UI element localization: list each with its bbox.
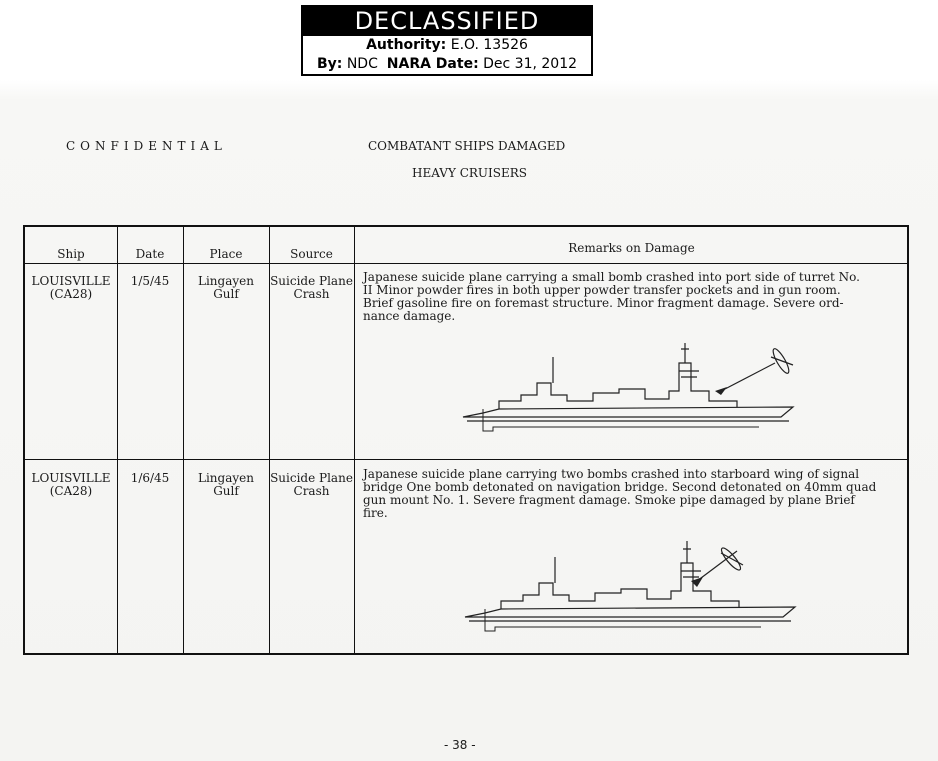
row2-source-cell xyxy=(269,472,354,498)
column-divider xyxy=(354,227,355,653)
column-header-place: Place xyxy=(209,247,243,261)
damage-table xyxy=(23,225,909,655)
stamp-by-label: By: xyxy=(316,56,343,72)
row-divider xyxy=(25,263,907,264)
row2-remarks-line: fire. xyxy=(363,506,388,520)
stamp-authority-label: Authority: xyxy=(366,37,447,53)
column-header-remarks: Remarks on Damage xyxy=(568,241,695,255)
row1-source-cell xyxy=(269,275,354,301)
column-divider xyxy=(117,227,118,653)
row2-place-line1: Lingayen xyxy=(198,471,254,485)
declassified-stamp xyxy=(301,5,593,76)
impact-point-icon xyxy=(715,387,727,395)
stamp-by-line xyxy=(303,55,591,74)
classification-label: CONFIDENTIAL xyxy=(66,139,227,153)
row1-remarks-line: Brief gasoline fire on foremast structure. Minor fragment damage. Severe ord- xyxy=(363,296,844,310)
row1-hull-number: (CA28) xyxy=(49,287,93,301)
row1-remarks xyxy=(363,271,903,323)
stamp-heading: DECLASSIFIED xyxy=(303,7,591,36)
row1-date: 1/5/45 xyxy=(130,274,170,288)
stamp-by-value: NDC xyxy=(346,56,378,72)
row1-place-cell xyxy=(183,275,269,301)
row1-ship-name: LOUISVILLE xyxy=(31,274,111,288)
row1-place-line1: Lingayen xyxy=(198,274,254,288)
row1-remarks-line: Japanese suicide plane carrying a small bomb crashed into port side of turret No. xyxy=(363,270,860,284)
row1-source-line1: Suicide Plane xyxy=(270,274,353,288)
row1-source-line2: Crash xyxy=(293,287,330,301)
row1-place-line2: Gulf xyxy=(213,287,239,301)
row2-remarks xyxy=(363,468,903,520)
page-title: COMBATANT SHIPS DAMAGED xyxy=(368,139,566,153)
page-number: - 38 - xyxy=(444,738,476,752)
row2-ship-name: LOUISVILLE xyxy=(31,471,111,485)
row2-date: 1/6/45 xyxy=(130,471,170,485)
stamp-authority-line xyxy=(303,36,591,55)
row2-ship-cell xyxy=(25,472,117,498)
row2-place-cell xyxy=(183,472,269,498)
row2-remarks-line: Japanese suicide plane carrying two bombs crashed into starboard wing of signal xyxy=(363,467,860,481)
row2-place-line2: Gulf xyxy=(213,484,239,498)
row2-source-line2: Crash xyxy=(293,484,330,498)
row1-remarks-line: nance damage. xyxy=(363,309,456,323)
column-header-ship: Ship xyxy=(57,247,85,261)
ship-damage-diagram xyxy=(461,541,801,641)
row2-remarks-line: bridge One bomb detonated on navigation bridge. Second detonated on 40mm quad xyxy=(363,480,877,494)
hull-outline xyxy=(463,407,793,417)
ship-damage-diagram xyxy=(459,343,799,443)
row2-hull-number: (CA28) xyxy=(49,484,93,498)
stamp-date-value: Dec 31, 2012 xyxy=(483,56,578,72)
page-subtitle: HEAVY CRUISERS xyxy=(412,166,528,180)
stamp-authority-value: E.O. 13526 xyxy=(450,37,528,53)
stamp-date-label: NARA Date: xyxy=(386,56,479,72)
row-divider xyxy=(25,459,907,460)
row1-ship-cell xyxy=(25,275,117,301)
row2-remarks-line: gun mount No. 1. Severe fragment damage. Smoke pipe damaged by plane Brief xyxy=(363,493,855,507)
row1-remarks-line: II Minor powder fires in both upper powder transfer pockets and in gun room. xyxy=(363,283,841,297)
column-header-date: Date xyxy=(135,247,165,261)
column-header-source: Source xyxy=(290,247,333,261)
hull-outline xyxy=(465,607,795,617)
row2-source-line1: Suicide Plane xyxy=(270,471,353,485)
